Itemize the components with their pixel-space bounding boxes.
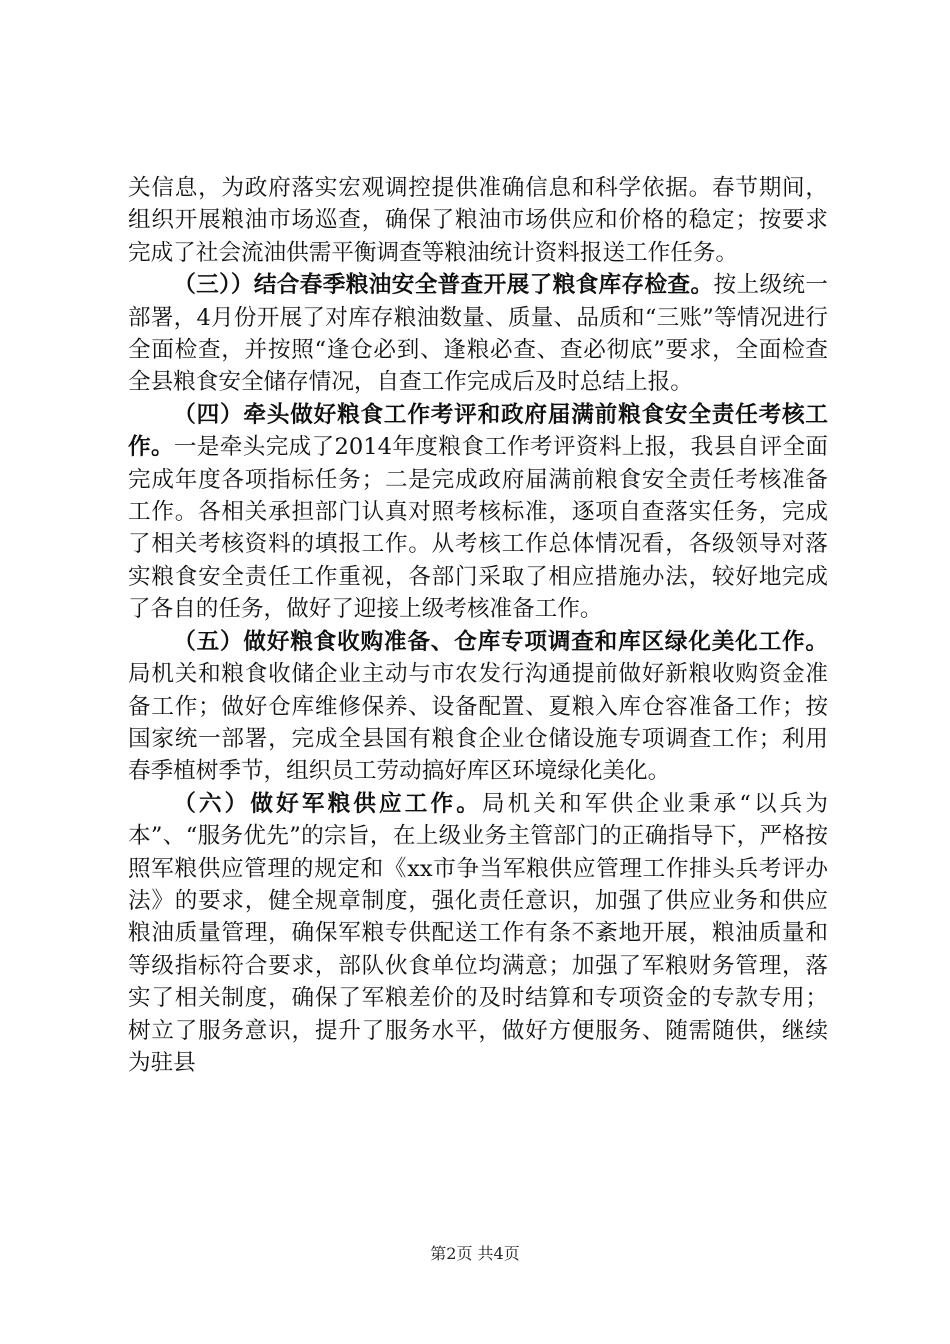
- paragraph-body: 按上级统一部署，4月份开展了对库存粮油数量、质量、品质和“三账”等情况进行全面检查，并按照“逢仓必到、逢粮必查、查必彻底”要求，全面检查全县粮食安全储存情况，自查工作完成后及时总结上报。: [128, 272, 829, 396]
- page-number: 第2页 共4页: [430, 1244, 520, 1263]
- paragraph-body: 关信息，为政府落实宏观调控提供准确信息和科学依据。春节期间，组织开展粮油市场巡查，确保了粮油市场供应和价格的稳定；按要求完成了社会流油供需平衡调查等粮油统计资料报送工作任务。: [128, 175, 828, 266]
- paragraph-section-3: [128, 269, 828, 399]
- paragraph-body: 一是牵头完成了2014年度粮食工作考评资料上报，我县自评全面完成年度各项指标任务；二是完成政府届满前粮食安全责任考核准备工作。各相关承担部门认真对照考核标准，逐项自查落实任务，完成了相关考核资料的填报工作。从考核工作总体情况看，各级领导对落实粮食安全责任工作重视，各部门采取了相应措施办法，较好地完成了各自的任务，做好了迎接上级考核准备工作。: [128, 434, 829, 623]
- paragraph-continuation: [128, 172, 828, 269]
- page-footer: [0, 1244, 950, 1264]
- section-heading: （三））结合春季粮油安全普查开展了粮食库存检查。: [173, 272, 714, 299]
- paragraph-body: 局机关和军供企业秉承“以兵为本”、“服务优先”的宗旨，在上级业务主管部门的正确指导下，严格按照军粮供应管理的规定和《xx市争当军粮供应管理工作排头兵考评办法》的要求，健全规章制度，强化责任意识，加强了供应业务和供应粮油质量管理，确保军粮专供配送工作有条不紊地开展，粮油质量和等级指标符合要求，部队伙食单位均满意；加强了军粮财务管理，落实了相关制度，确保了军粮差价的及时结算和专项资金的专款专用；树立了服务意识，提升了服务水平，做好方便服务、随需随供，继续为驻县: [128, 790, 828, 1076]
- paragraph-section-6: [128, 788, 828, 1080]
- paragraph-section-5: [128, 626, 828, 788]
- section-heading: （四）牵头做好粮食工作考评和政府届满前粮食安全责任考核工作。: [128, 401, 828, 461]
- paragraph-section-4: [128, 399, 828, 626]
- section-heading: （五）做好粮食收购准备、仓库专项调查和库区绿化美化工作。: [173, 628, 828, 655]
- document-body: [128, 172, 828, 1079]
- paragraph-body: 局机关和粮食收储企业主动与市农发行沟通提前做好新粮收购资金准备工作；做好仓库维修保养、设备配置、夏粮入库仓容准备工作；按国家统一部署，完成全县国有粮食企业仓储设施专项调查工作；利用春季植树季节，组织员工劳动搞好库区环境绿化美化。: [128, 661, 828, 785]
- section-heading: （六）做好军粮供应工作。: [173, 790, 482, 817]
